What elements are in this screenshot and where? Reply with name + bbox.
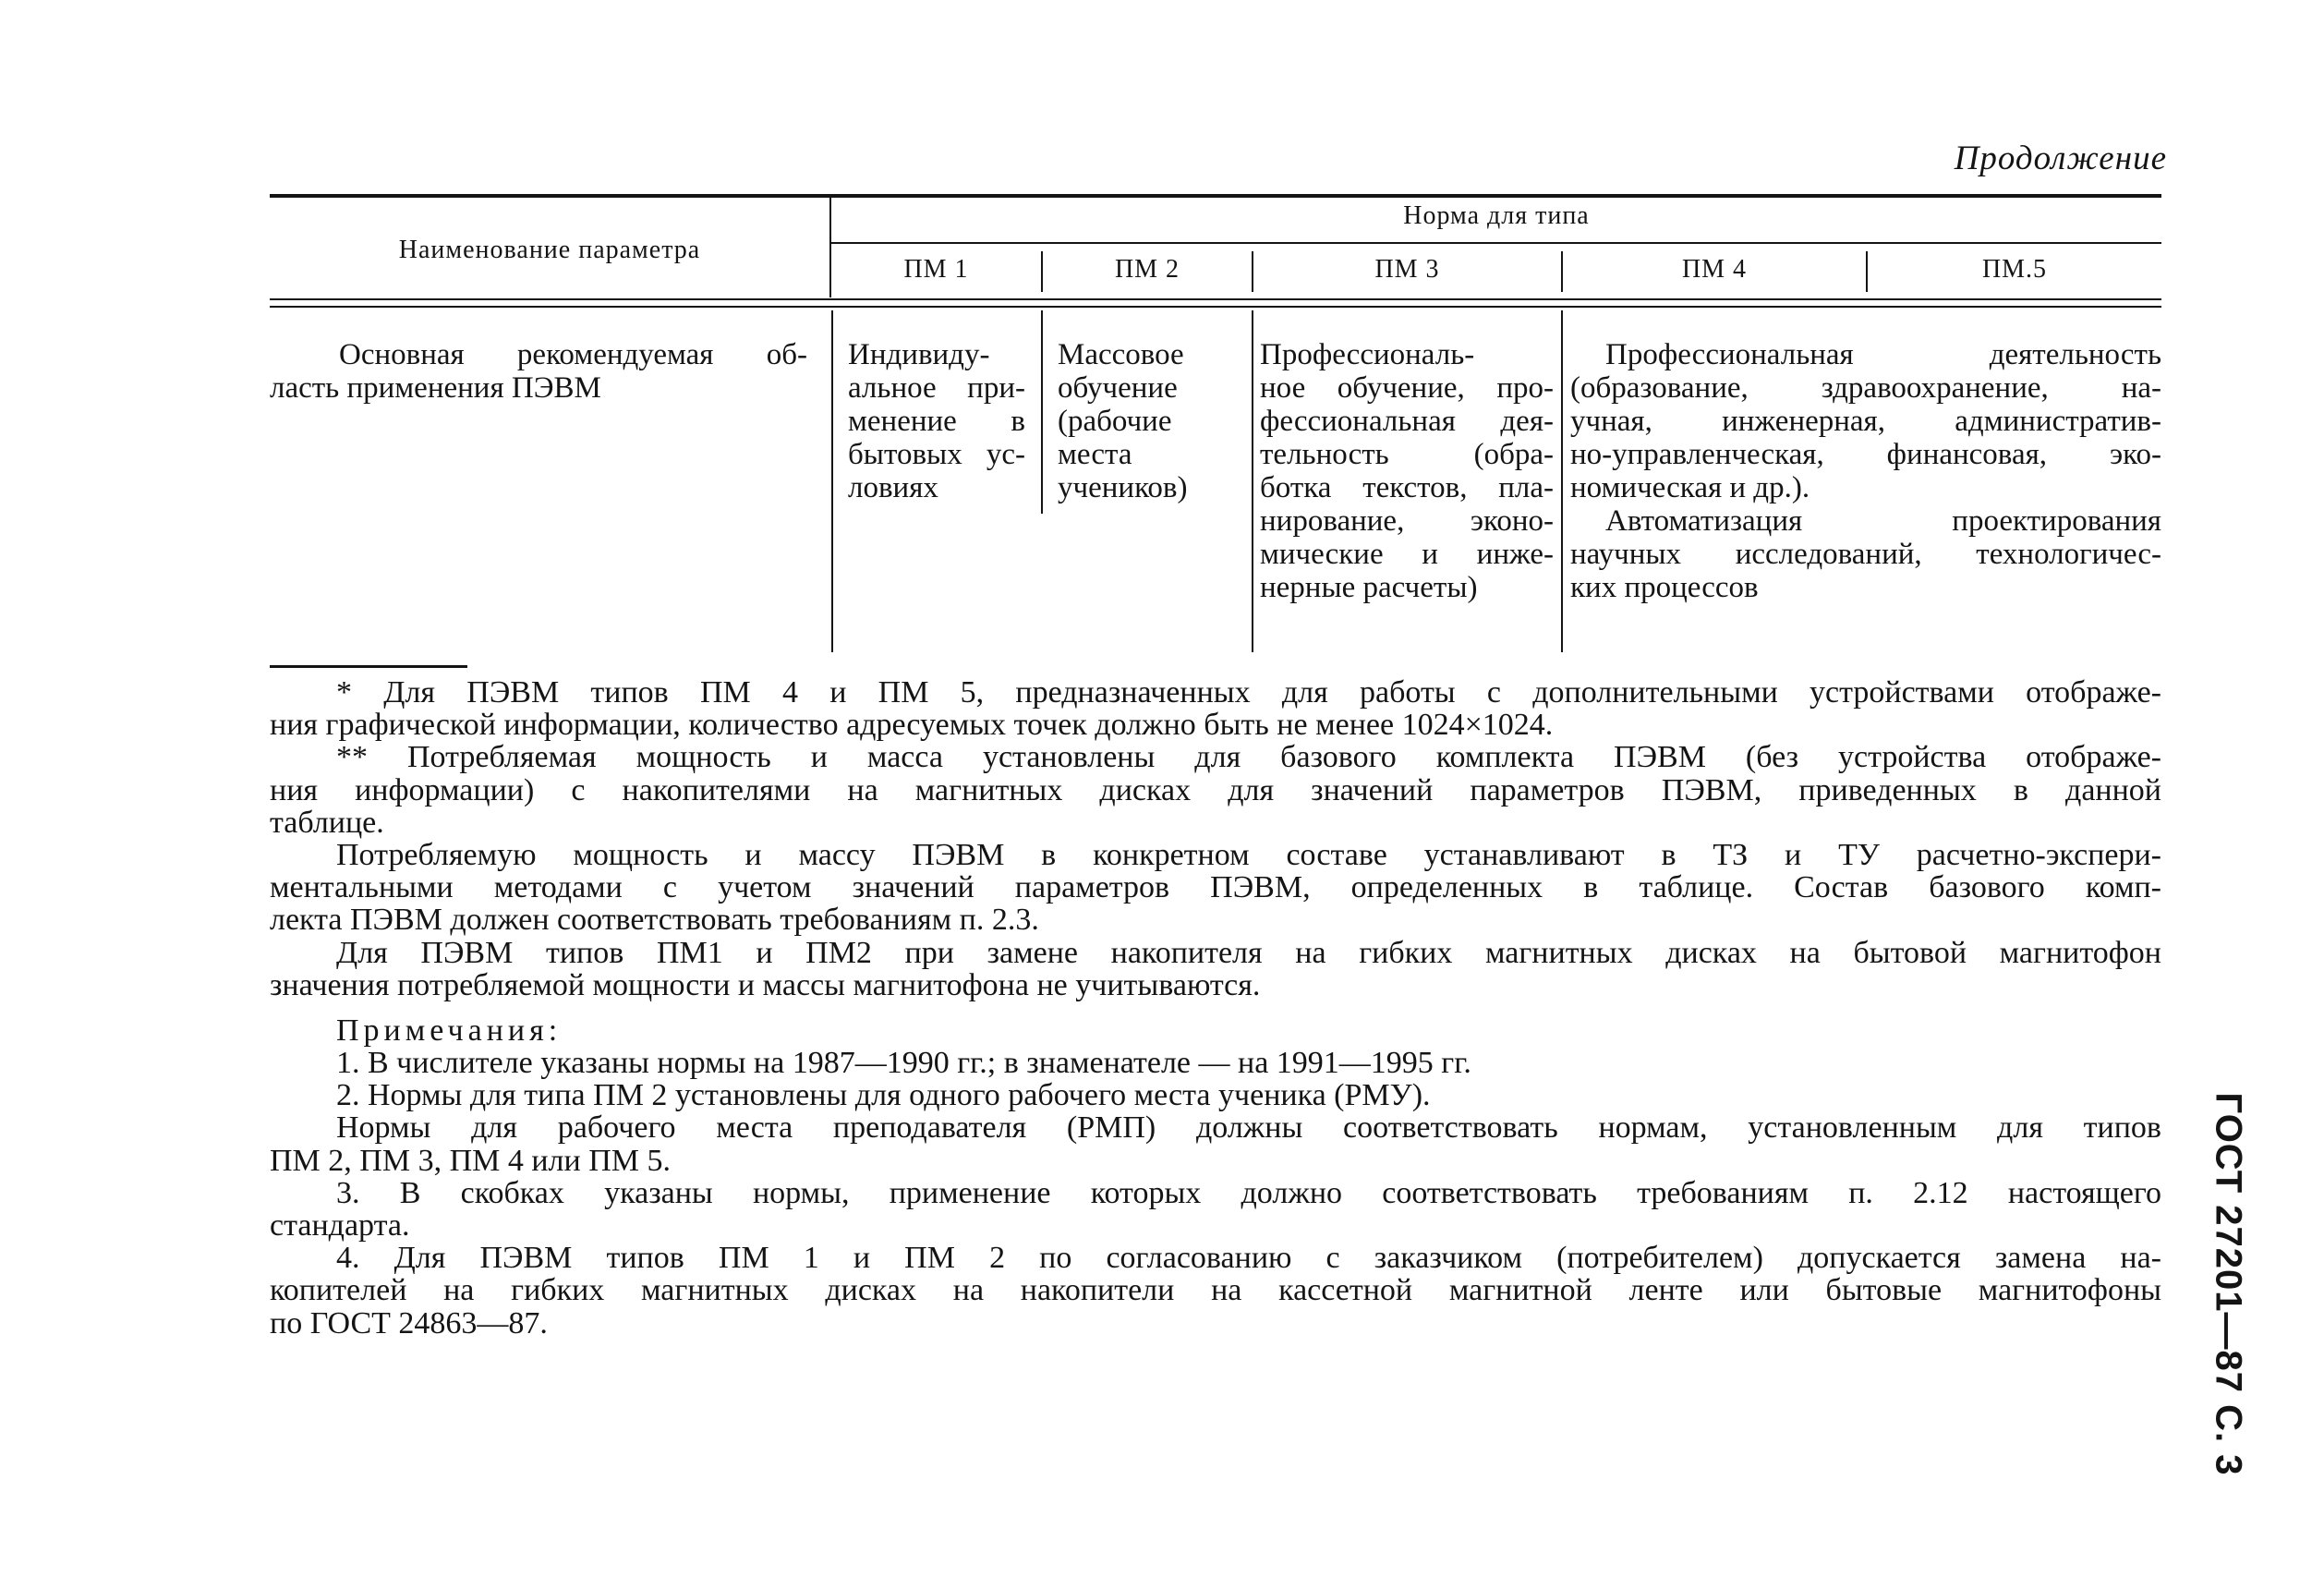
pm2-line: места xyxy=(1058,438,1132,471)
note-2b-line: ПМ 2, ПМ 3, ПМ 4 или ПМ 5. xyxy=(270,1144,671,1177)
type-header-pm2: ПМ 2 xyxy=(1114,255,1180,284)
pm2-line: учеников) xyxy=(1058,471,1188,504)
pm45-line: научных исследований, технологичес- xyxy=(1570,538,2161,571)
pm1-pm2-body-divider xyxy=(1041,310,1043,514)
pm3-line: мические и инже- xyxy=(1260,538,1554,571)
pm3-line: тельность (обра- xyxy=(1260,438,1554,471)
paragraph-1-line: Потребляемую мощность и массу ПЭВМ в конкретном составе устанавливают в ТЗ и ТУ расчетно-экспери- xyxy=(336,838,2161,872)
header-bottom-rule-1 xyxy=(270,298,2161,300)
pm2-pm3-body-divider xyxy=(1252,310,1253,652)
pm3-line: нерные расчеты) xyxy=(1260,571,1478,604)
pm45-line: Автоматизация проектирования xyxy=(1605,504,2161,538)
footnotes-block xyxy=(270,676,2161,1340)
pm45-cell xyxy=(1570,338,2161,604)
param-col-body-divider xyxy=(831,310,833,652)
pm3-line: ное обучение, про- xyxy=(1260,371,1554,405)
norm-header-rule xyxy=(831,242,2161,244)
pm1-line: Индивиду- xyxy=(848,338,990,371)
side-label xyxy=(2200,1092,2256,1476)
norm-type-header: Норма для типа xyxy=(1403,201,1590,230)
table-top-rule xyxy=(270,194,2161,198)
footnote-1-line: * Для ПЭВМ типов ПМ 4 и ПМ 5, предназначенных для работы с дополнительными устройствами отображе- xyxy=(336,676,2161,710)
continuation-label: Продолжение xyxy=(1954,140,2167,177)
notes-heading: Примечания: xyxy=(336,1013,563,1048)
note-2b-line: Нормы для рабочего места преподавателя (РМП) должны соответствовать нормам, установленным для типов xyxy=(336,1111,2161,1145)
pm2-line: обучение xyxy=(1058,371,1178,405)
footnote-2-line: таблице. xyxy=(270,806,384,839)
pm3-cell xyxy=(1260,338,1554,604)
note-2: 2. Нормы для типа ПМ 2 установлены для одного рабочего места ученика (РМУ). xyxy=(336,1079,1431,1112)
pm45-line: ких процессов xyxy=(1570,571,1759,604)
footnote-2-line: ** Потребляемая мощность и масса установлены для базового комплекта ПЭВМ (без устройства отображе- xyxy=(336,741,2161,774)
pm45-line: (образование, здравоохранение, на- xyxy=(1570,371,2161,405)
pm3-line: фессиональная дея- xyxy=(1260,405,1554,438)
pm3-pm45-body-divider xyxy=(1561,310,1563,652)
pm1-cell xyxy=(848,338,1025,504)
note-1: 1. В числителе указаны нормы на 1987—1990 гг.; в знаменателе — на 1991—1995 гг. xyxy=(336,1047,1471,1080)
type-header-pm5: ПМ.5 xyxy=(1981,255,2048,284)
param-line: ласть применения ПЭВМ xyxy=(270,371,601,405)
paragraph-1-line: лекта ПЭВМ должен соответствовать требованиям п. 2.3. xyxy=(270,904,1039,937)
type-header-pm3: ПМ 3 xyxy=(1374,255,1440,284)
pm45-line: но-управленческая, финансовая, эко- xyxy=(1570,438,2161,471)
note-4-line: копителей на гибких магнитных дисках на накопители на кассетной магнитной ленте или бытовые магнитофоны xyxy=(270,1274,2161,1307)
note-3-line: стандарта. xyxy=(270,1209,410,1243)
footnote-2-line: ния информации) с накопителями на магнитных дисках для значений параметров ПЭВМ, приведенных в данной xyxy=(270,773,2161,807)
note-4-line: по ГОСТ 24863—87. xyxy=(270,1306,548,1340)
footnote-separator xyxy=(270,665,467,668)
pm1-line: альное при- xyxy=(848,371,1025,405)
pm3-line: нирование, эконо- xyxy=(1260,504,1554,538)
param-cell xyxy=(270,338,807,405)
note-3-line: 3. В скобках указаны нормы, применение которых должно соответствовать требованиям п. 2.12 настоящего xyxy=(336,1176,2161,1209)
paragraph-1-line: ментальными методами с учетом значений параметров ПЭВМ, определенных в таблице. Состав базового комп- xyxy=(270,871,2161,904)
param-column-header: Наименование параметра xyxy=(398,236,701,264)
pm1-line: ловиях xyxy=(848,471,938,504)
pm45-line: учная, инженерная, административ- xyxy=(1570,405,2161,438)
paragraph-2-line: Для ПЭВМ типов ПМ1 и ПМ2 при замене накопителя на гибких магнитных дисках на бытовой магнитофон xyxy=(336,936,2161,969)
param-line: Основная рекомендуемая об- xyxy=(339,338,807,371)
pm1-line: бытовых ус- xyxy=(848,438,1025,471)
pm1-line: менение в xyxy=(848,405,1025,438)
type-header-pm4: ПМ 4 xyxy=(1681,255,1748,284)
pm2-cell xyxy=(1058,338,1242,504)
pm45-line: Профессиональная деятельность xyxy=(1605,338,2161,371)
header-bottom-rule-2 xyxy=(270,306,2161,308)
footnote-1-line: ния графической информации, количество адресуемых точек должно быть не менее 1024×1024. xyxy=(270,709,1554,742)
paragraph-2-line: значения потребляемой мощности и массы магнитофона не учитываются. xyxy=(270,968,1261,1001)
type-header-pm1: ПМ 1 xyxy=(903,255,969,284)
side-label-text: ГОСТ 27201—87 С. 3 xyxy=(2208,1092,2249,1476)
note-4-line: 4. Для ПЭВМ типов ПМ 1 и ПМ 2 по согласованию с заказчиком (потребителем) допускается замена на- xyxy=(336,1242,2161,1275)
pm3-line: Профессиональ- xyxy=(1260,338,1475,371)
pm2-line: (рабочие xyxy=(1058,405,1172,438)
pm45-line: номическая и др.). xyxy=(1570,471,1810,504)
pm3-line: ботка текстов, пла- xyxy=(1260,471,1554,504)
pm2-line: Массовое xyxy=(1058,338,1184,371)
